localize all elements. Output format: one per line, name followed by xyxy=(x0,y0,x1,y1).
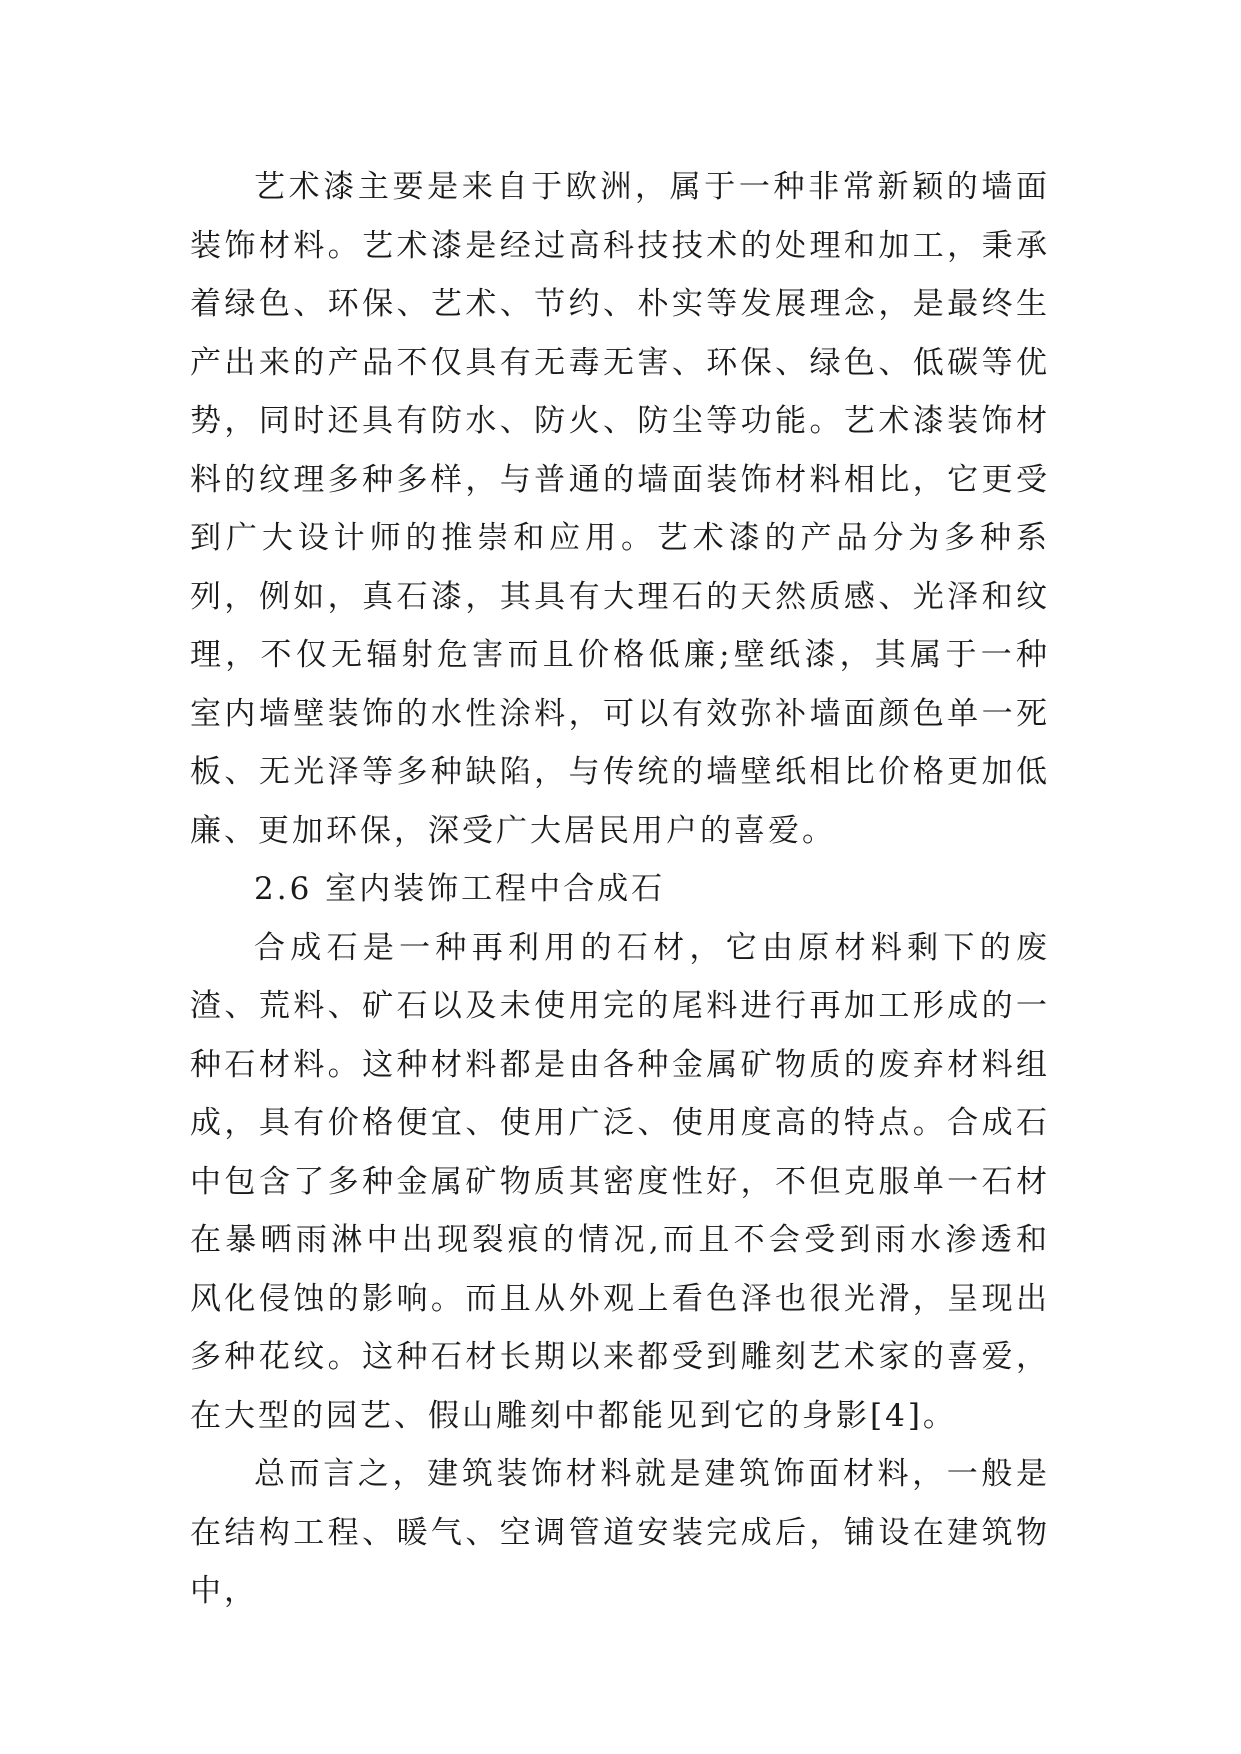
paragraph-synthetic-stone: 合成石是一种再利用的石材，它由原材料剩下的废渣、荒料、矿石以及未使用完的尾料进行再加工形成的一种石材料。这种材料都是由各种金属矿物质的废弃材料组成，具有价格便宜、使用广泛、使用度高的特点。合成石中包含了多种金属矿物质其密度性好，不但克服单一石材在暴晒雨淋中出现裂痕的情况,而且不会受到雨水渗透和风化侵蚀的影响。而且从外观上看色泽也很光滑，呈现出多种花纹。这种石材长期以来都受到雕刻艺术家的喜爱，在大型的园艺、假山雕刻中都能见到它的身影[4]。 xyxy=(190,929,1050,1434)
paragraph-art-paint: 艺术漆主要是来自于欧洲，属于一种非常新颖的墙面装饰材料。艺术漆是经过高科技技术的处理和加工，秉承着绿色、环保、艺术、节约、朴实等发展理念，是最终生产出来的产品不仅具有无毒无害、环保、绿色、低碳等优势，同时还具有防水、防火、防尘等功能。艺术漆装饰材料的纹理多种多样，与普通的墙面装饰材料相比，它更受到广大设计师的推崇和应用。艺术漆的产品分为多种系列，例如，真石漆，其具有大理石的天然质感、光泽和纹理，不仅无辐射危害而且价格低廉;壁纸漆，其属于一种室内墙壁装饰的水性涂料，可以有效弥补墙面颜色单一死板、无光泽等多种缺陷，与传统的墙壁纸相比价格更加低廉、更加环保，深受广大居民用户的喜爱。 xyxy=(190,169,1050,849)
document-body xyxy=(190,158,1050,1621)
paragraph-summary: 总而言之，建筑装饰材料就是建筑饰面材料，一般是在结构工程、暖气、空调管道安装完成后，铺设在建筑物中， xyxy=(190,1456,1050,1609)
section-heading: 2.6 室内装饰工程中合成石 xyxy=(254,871,666,907)
